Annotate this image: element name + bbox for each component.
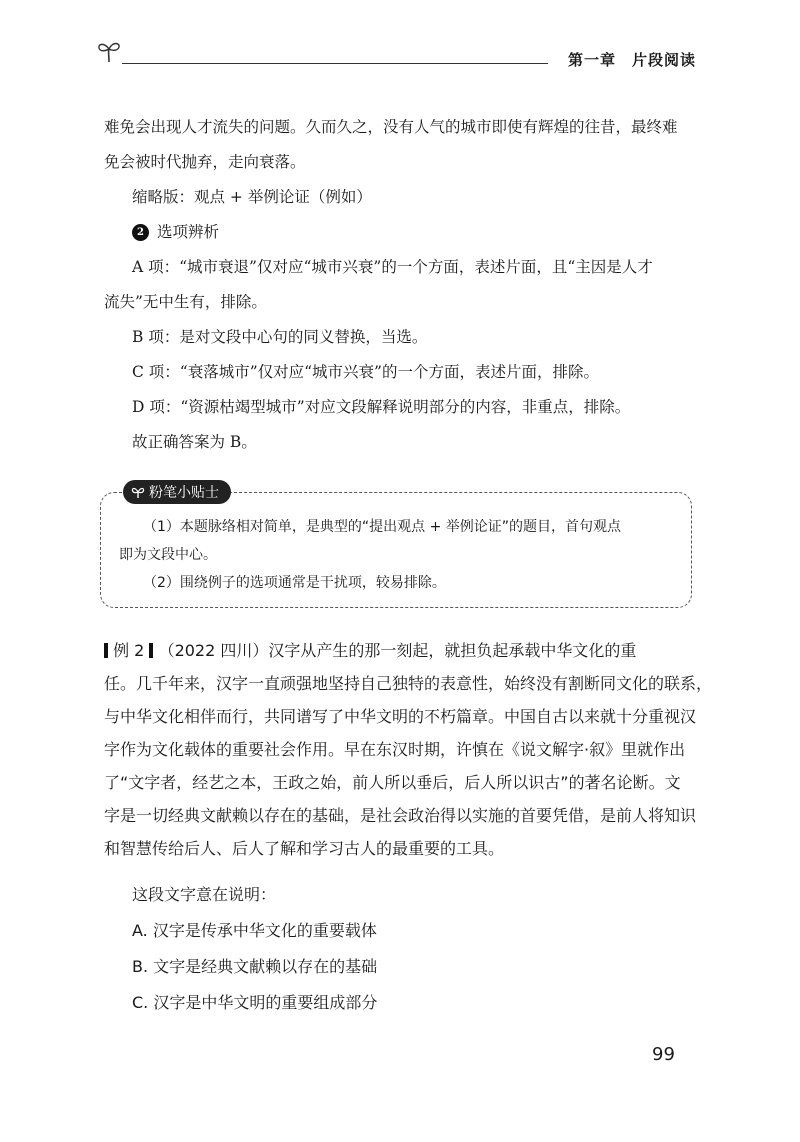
step-badge: 2	[132, 224, 149, 241]
option-a: A. 汉字是传承中华文化的重要载体	[132, 921, 377, 940]
passage-text: 了“文字者，经艺之本，王政之始，前人所以垂后，后人所以识古”的著名论断。文	[104, 773, 681, 792]
tip-paragraph: （2）围绕例子的选项通常是干扰项，较易排除。	[143, 575, 446, 591]
section-title: 片段阅读	[631, 51, 696, 69]
passage-text: 字是一切经典文献赖以存在的基础，是社会政治得以实施的首要凭借，是前人将知识	[104, 806, 697, 825]
header-rule	[122, 63, 548, 64]
chapter-number: 第一章	[567, 51, 616, 69]
options-analysis-heading	[104, 215, 714, 250]
option-c: C. 汉字是中华文明的重要组成部分	[132, 993, 378, 1012]
summary-line: 缩略版：观点 + 举例论证（例如）	[132, 188, 372, 206]
bracket-mark	[104, 643, 108, 658]
heading-text: 选项辨析	[157, 223, 220, 241]
intro-line: 免会被时代抛弃，走向衰落。	[104, 153, 306, 171]
answer-line: 故正确答案为 B。	[132, 433, 257, 451]
passage-text: 任。几千年来，汉字一直顽强地坚持自己独特的表意性，始终没有割断同文化的联系，	[104, 674, 713, 693]
option-b: B. 文字是经典文献赖以存在的基础	[132, 957, 378, 976]
option-b-analysis: B 项：是对文段中心句的同义替换，当选。	[132, 328, 428, 346]
tip-label	[123, 480, 231, 504]
page-header	[96, 38, 696, 68]
intro-line: 难免会出现人才流失的问题。久而久之，没有人气的城市即使有辉煌的往昔，最终难	[104, 118, 678, 136]
sprout-icon	[96, 38, 122, 64]
page-number: 99	[652, 1044, 675, 1065]
tip-paragraph-cont: 即为文段中心。	[119, 547, 217, 563]
example-label: 例 2	[113, 641, 145, 660]
passage-text: 字作为文化载体的重要社会作用。早在东汉时期，许慎在《说文解字·叙》里就作出	[104, 740, 686, 759]
question-stem: 这段文字意在说明：	[132, 885, 277, 904]
tip-label-text: 粉笔小贴士	[149, 485, 219, 501]
passage-text: 与中华文化相伴而行，共同谱写了中华文明的不朽篇章。中国自古以来就十分重视汉	[104, 707, 697, 726]
option-a-analysis-cont: 流失”无中生有，排除。	[104, 293, 267, 311]
example-section	[104, 634, 714, 1021]
page-content	[104, 110, 714, 1021]
option-c-analysis: C 项：“衰落城市”仅对应“城市兴衰”的一个方面，表述片面，排除。	[132, 363, 599, 381]
option-a-analysis: A 项：“城市衰退”仅对应“城市兴衰”的一个方面，表述片面，且“主因是人才	[132, 258, 653, 276]
passage-text: 汉字从产生的那一刻起，就担负起承载中华文化的重	[268, 641, 637, 660]
tip-paragraph: （1）本题脉络相对简单，是典型的“提出观点 + 举例论证”的题目，首句观点	[143, 519, 622, 535]
tip-box	[100, 485, 692, 608]
option-d-analysis: D 项：“资源枯竭型城市”对应文段解释说明部分的内容，非重点，排除。	[132, 398, 631, 416]
bracket-mark	[149, 643, 153, 658]
example-source: （2022 四川）	[158, 641, 269, 660]
chapter-title	[568, 49, 696, 70]
example-passage	[104, 634, 714, 865]
sprout-icon	[131, 485, 145, 499]
passage-text: 和智慧传给后人、后人了解和学习古人的最重要的工具。	[104, 839, 505, 858]
analysis-section	[104, 110, 714, 460]
